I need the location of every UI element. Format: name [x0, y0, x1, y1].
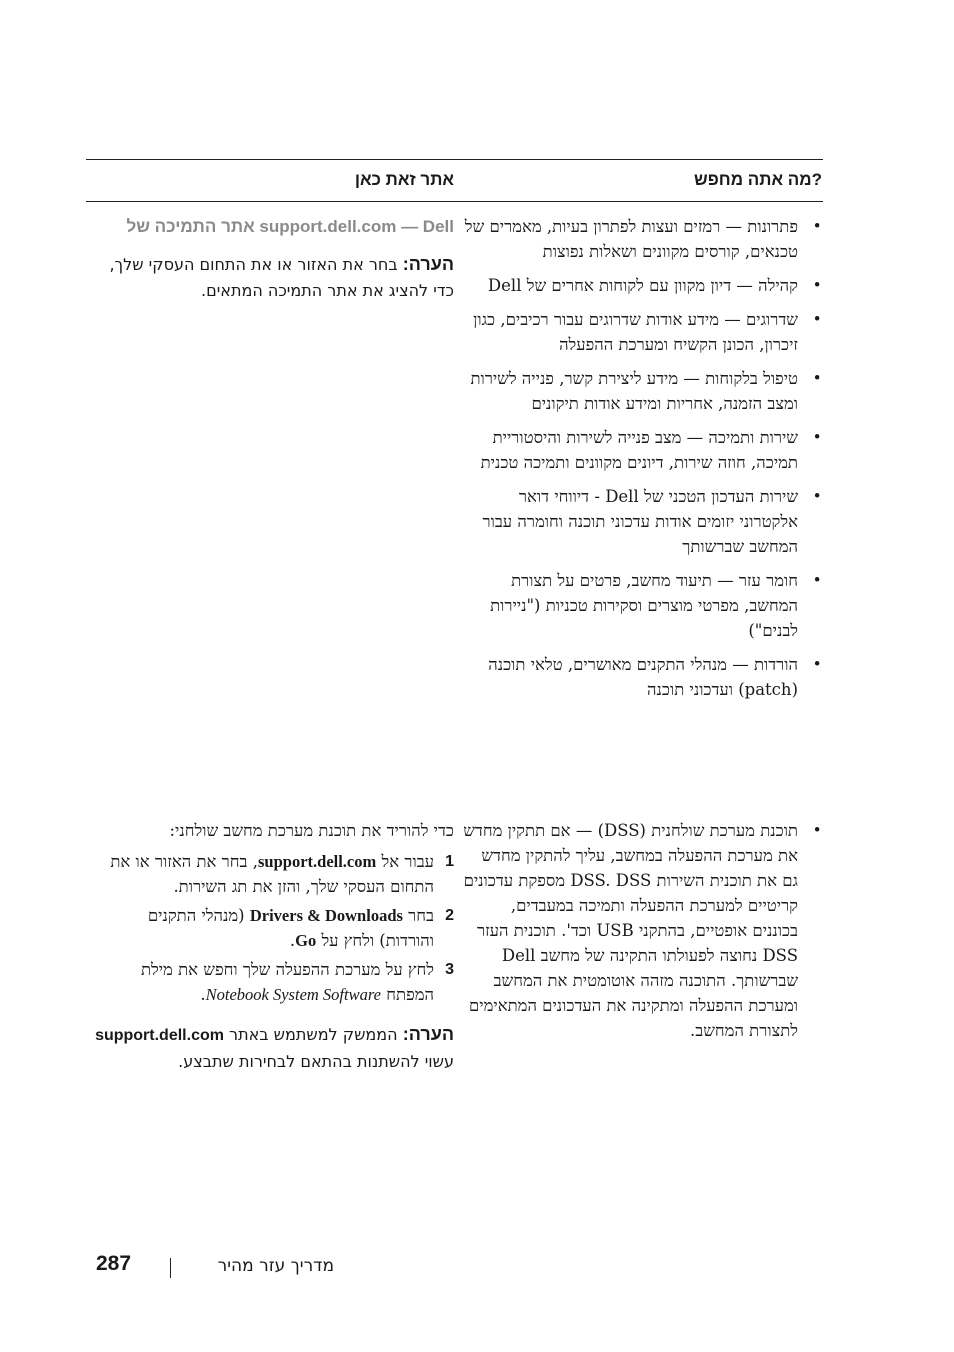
- support-site-title: support.dell.com — Dell אתר התמיכה של: [126, 217, 454, 236]
- list-item: • חומר עזר — תיעוד מחשב, פרטים על תצורת המחשב, מפרטי מוצרים וסקירות טכניות ("ניירות לבנים"): [462, 568, 822, 643]
- footer-guide-title: מדריך עזר מהיר: [217, 1256, 334, 1276]
- support-site-link[interactable]: support.dell.com: [258, 852, 377, 871]
- list-item: • שדרוגים — מידע אודות שדרוגים עבור רכיבים, כגון זיכרון, הכונן הקשיח ומערכת ההפעלה: [462, 307, 822, 357]
- support-topics-list: [462, 214, 822, 702]
- step-number: 3: [445, 961, 454, 978]
- step-item: [89, 957, 454, 1007]
- download-intro: כדי להוריד את תוכנת מערכת מחשב שולחני:: [169, 821, 454, 840]
- drivers-downloads-label: Drivers & Downloads: [249, 906, 403, 925]
- row2-looking-for-cell: [462, 818, 822, 1052]
- go-label: Go: [295, 931, 317, 950]
- row1-find-here-cell: [89, 214, 454, 304]
- download-steps: [89, 849, 454, 1007]
- note-text: בחר את האזור או את התחום העסקי שלך, כדי להציג את אתר התמיכה המתאים.: [109, 255, 454, 300]
- list-item: • פתרונות — רמזים ועצות לפתרון בעיות, מאמרים של טכנאים, קורסים מקוונים ושאלות נפוצות: [462, 214, 822, 264]
- column-header-find-here: אתר זאת כאן: [354, 170, 454, 189]
- list-item: • שירות ותמיכה — מצב פנייה לשירות והיסטוריית תמיכה, חוזה שירות, דיונים מקוונים ותמיכה טכנית: [462, 425, 822, 475]
- table-top-rule: [86, 159, 823, 160]
- region-note: [89, 251, 454, 304]
- page-number: 287: [96, 1252, 132, 1275]
- row1-looking-for-cell: [462, 214, 822, 711]
- step-text: , בחר את האזור או את התחום העסקי שלך, והזן את תג השירות.: [110, 852, 434, 896]
- step-text: בחר: [402, 906, 434, 925]
- step-text: .: [289, 931, 296, 950]
- row2-find-here-cell: [89, 818, 454, 1075]
- footer-separator: [170, 1258, 171, 1278]
- step-text: לחץ על מערכת ההפעלה שלך וחפש את מילת המפתח: [140, 960, 434, 1004]
- dss-list: [462, 818, 822, 1043]
- list-item: • תוכנת מערכת שולחנית (DSS) — אם תתקין מחדש את מערכת ההפעלה במחשב, עליך להתקין מחדש גם את תוכנית השירות DSS. DSS מספקת עדכונים קריטיים למערכת ההפעלה ותמיכה במעבדים, בכוננים אופטיים, בהתקני USB וכד'. תוכנית העזר DSS נחוצה לפעולתו התקינה של מחשב Dell שברשותך. התוכנה מזהה אוטומטית את המחשב ומערכת ההפעלה ומתקינה את העדכונים המתאימים לתצורת המחשב.: [462, 818, 822, 1043]
- search-keyword: Notebook System Software: [205, 985, 381, 1004]
- note-label: הערה:: [402, 1024, 454, 1044]
- step-number: 2: [445, 907, 454, 924]
- list-item: • שירות העדכון הטכני של Dell - דיווחי דואר אלקטרוני יזומים אודות עדכוני תוכנה וחומרה עבור המחשב שברשותך: [462, 484, 822, 559]
- step-item: [89, 903, 454, 953]
- list-item: • טיפול בלקוחות — מידע ליצירת קשר, פנייה לשירות ומצב הזמנה, אחריות ומידע אודות תיקונים: [462, 366, 822, 416]
- table-header-rule: [86, 201, 823, 202]
- step-number: 1: [445, 853, 454, 870]
- list-item: • קהילה — דיון מקוון עם לקוחות אחרים של Dell: [462, 273, 822, 298]
- note-text: עשוי להשתנות בהתאם לבחירות שתבצע.: [178, 1052, 454, 1071]
- step-text: עבור אל: [376, 852, 434, 871]
- support-site-name: support.dell.com: [95, 1027, 224, 1044]
- column-header-looking-for: ?מה אתה מחפש: [694, 170, 822, 189]
- step-text: .: [200, 985, 206, 1004]
- step-item: [89, 849, 454, 899]
- interface-note: [89, 1021, 454, 1075]
- note-label: הערה:: [402, 254, 454, 274]
- step-text: (מנהלי התקנים והורדות) ולחץ על: [147, 906, 434, 950]
- note-text: הממשק למשתמש באתר: [223, 1025, 403, 1044]
- list-item: • הורדות — מנהלי התקנים מאושרים, טלאי תוכנה (patch) ועדכוני תוכנה: [462, 652, 822, 702]
